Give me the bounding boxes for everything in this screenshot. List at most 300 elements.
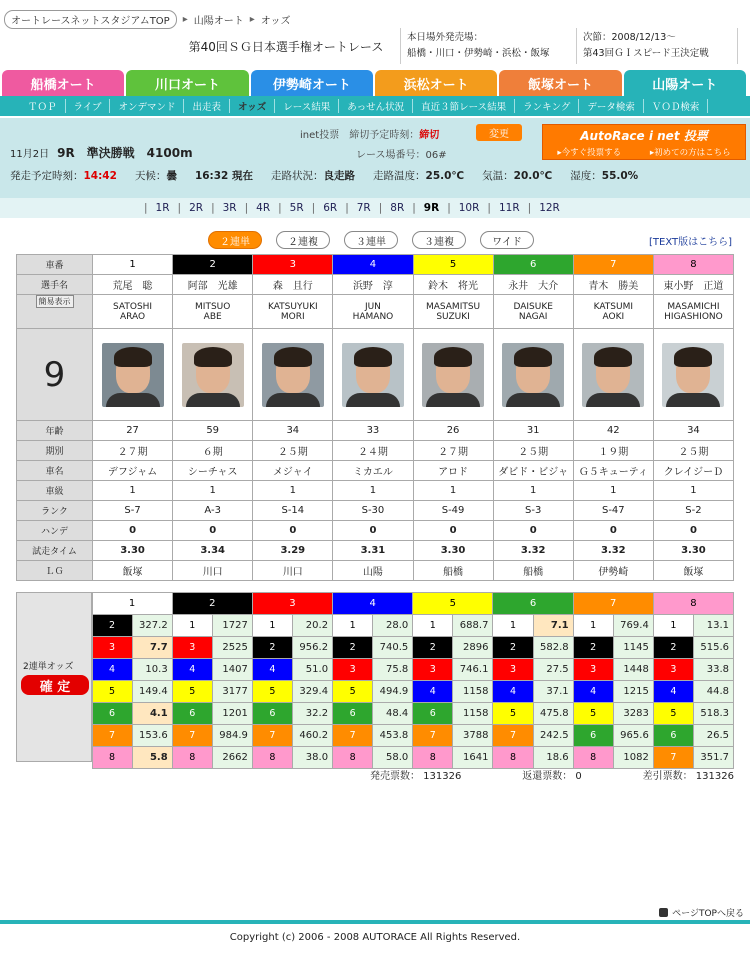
odds-value: 460.2	[292, 725, 332, 747]
odds-value: 1201	[212, 703, 252, 725]
sold-count: 発売票数： 131326	[370, 771, 462, 782]
odds-value: 518.3	[693, 703, 733, 725]
racer-trial-cell: 3.30	[93, 541, 173, 561]
racer-no-cell: 3	[253, 255, 333, 275]
racer-lg-cell: 川口	[173, 561, 253, 581]
racer-car-cell: ミカエル	[333, 461, 413, 481]
racer-lg-cell: 伊勢崎	[573, 561, 653, 581]
odds-second-car: 6	[172, 703, 212, 725]
breadcrumb-arrow-icon: ▸	[182, 13, 188, 25]
change-button[interactable]: 変更	[476, 124, 522, 141]
racer-no-cell: 4	[333, 255, 413, 275]
racer-cls-cell: 1	[253, 481, 333, 501]
subnav-item[interactable]: ＶＯＤ検索	[644, 99, 709, 113]
odds-second-car: 1	[653, 615, 693, 637]
racer-rank-cell: S-2	[653, 501, 733, 521]
odds-value: 75.8	[373, 659, 413, 681]
odds-first-car-header: 7	[573, 593, 653, 615]
racer-age-cell: 27	[93, 421, 173, 441]
racer-rank-cell: S-14	[253, 501, 333, 521]
breadcrumb-venue-link[interactable]: 山陽オート	[193, 15, 244, 27]
race-nav-separator: |	[412, 202, 416, 214]
racer-romaji-cell	[173, 295, 253, 329]
track-temp-label: 走路温度：	[373, 170, 426, 182]
racer-name-cell: 青木 勝美	[573, 275, 653, 295]
odds-value: 149.4	[132, 681, 172, 703]
race-nav-item[interactable]: 10R	[458, 202, 480, 214]
odds-second-car: 8	[493, 747, 533, 769]
odds-second-car: 2	[413, 637, 453, 659]
race-nav-separator: |	[311, 202, 316, 214]
odds-second-car: 5	[573, 703, 613, 725]
odds-value: 1215	[613, 681, 653, 703]
racer-row-name	[17, 275, 734, 295]
odds-spacer	[16, 681, 92, 703]
venue-tab[interactable]: 川口オート	[126, 70, 248, 96]
photo-body	[506, 393, 560, 407]
racer-row-age	[17, 421, 734, 441]
odds-value: 746.1	[453, 659, 493, 681]
racer-age-cell: 34	[253, 421, 333, 441]
inet-deadline-label: inet投票 締切予定時刻：	[300, 130, 420, 141]
odds-second-car: 3	[413, 659, 453, 681]
racer-romaji-cell	[333, 295, 413, 329]
odds-row	[16, 615, 734, 637]
racer-no-cell: 6	[493, 255, 573, 275]
odds-value: 956.2	[292, 637, 332, 659]
odds-second-car: 4	[92, 659, 132, 681]
odds-second-car: 7	[493, 725, 533, 747]
odds-value: 327.2	[132, 615, 172, 637]
racer-age-cell: 59	[173, 421, 253, 441]
odds-value: 515.6	[693, 637, 733, 659]
racer-age-cell: 34	[653, 421, 733, 441]
odds-spacer	[16, 747, 92, 769]
odds-tab[interactable]: ２連複	[276, 231, 330, 249]
racer-cls-cell: 1	[333, 481, 413, 501]
odds-value: 582.8	[533, 637, 573, 659]
racer-age-cell: 42	[573, 421, 653, 441]
odds-second-car: 5	[333, 681, 373, 703]
odds-value: 1158	[453, 703, 493, 725]
venue-tab[interactable]: 飯塚オート	[499, 70, 621, 96]
odds-tab[interactable]: ２連単	[208, 231, 262, 249]
racer-lg-cell: 飯塚	[93, 561, 173, 581]
racer-romaji-cell	[253, 295, 333, 329]
air-temp: 20.0℃	[513, 170, 553, 182]
odds-value: 10.3	[132, 659, 172, 681]
copyright: Copyright (c) 2006 - 2008 AUTORACE All Rights Reserved.	[229, 932, 521, 943]
odds-header-row	[16, 593, 734, 615]
racer-romaji-cell	[573, 295, 653, 329]
odds-second-car: 7	[92, 725, 132, 747]
odds-row	[16, 681, 734, 703]
racer-age-cell: 26	[413, 421, 493, 441]
race-nav-separator: |	[144, 202, 148, 214]
racer-hc-cell: 0	[573, 521, 653, 541]
row-label: ハンデ	[17, 521, 93, 541]
display-mode-select[interactable]: 簡易表示	[36, 295, 74, 308]
racer-photo[interactable]	[102, 343, 164, 407]
racer-photo[interactable]	[502, 343, 564, 407]
racer-photo[interactable]	[262, 343, 324, 407]
racer-romaji-first: JUN	[364, 301, 381, 312]
racer-term-cell: ２４期	[333, 441, 413, 461]
breadcrumb-top-link[interactable]: オートレースネットスタジアムTOP	[4, 10, 177, 29]
odds-second-car: 4	[413, 681, 453, 703]
race-nav-separator: |	[278, 202, 282, 214]
start-time: 14:42	[83, 170, 117, 182]
refund-count: 返還票数： 0	[522, 771, 582, 782]
subnav-item[interactable]: ＴＯＰ	[20, 99, 66, 113]
odds-spacer	[16, 703, 92, 725]
racer-romaji-first: MASAMICHI	[667, 301, 720, 312]
odds-spacer	[16, 659, 92, 681]
racer-photo[interactable]	[182, 343, 244, 407]
racer-trial-cell: 3.31	[333, 541, 413, 561]
racer-photo[interactable]	[342, 343, 404, 407]
subnav-item[interactable]: 直近３節レース結果	[413, 99, 515, 113]
racer-term-cell: ２５期	[493, 441, 573, 461]
racer-photo[interactable]	[422, 343, 484, 407]
vote-now-link[interactable]: ▸今すぐ投票する	[557, 148, 622, 158]
venue-tab[interactable]: 山陽オート	[624, 70, 746, 96]
racer-photo[interactable]	[662, 343, 724, 407]
odds-value: 329.4	[292, 681, 332, 703]
racer-romaji-last: ARAO	[119, 311, 146, 322]
racer-hc-cell: 0	[493, 521, 573, 541]
up-arrow-icon	[659, 908, 668, 917]
odds-second-car: 7	[413, 725, 453, 747]
event-title: 第40回ＳＧ日本選手権オートレース	[188, 39, 384, 54]
odds-tab[interactable]: ワイド	[480, 231, 534, 249]
odds-second-car: 1	[252, 615, 292, 637]
racer-row-term	[17, 441, 734, 461]
racer-cls-cell: 1	[173, 481, 253, 501]
odds-tab[interactable]: ３連複	[412, 231, 466, 249]
odds-second-car: 8	[413, 747, 453, 769]
venue-tabs	[2, 70, 748, 96]
racer-age-cell: 33	[333, 421, 413, 441]
odds-second-car: 8	[172, 747, 212, 769]
venue-tab[interactable]: 船橋オート	[2, 70, 124, 96]
racer-romaji-last: SUZUKI	[436, 311, 470, 322]
racer-romaji-last: MORI	[280, 311, 305, 322]
racer-no-cell: 8	[653, 255, 733, 275]
subnav-item[interactable]: データ検索	[579, 99, 644, 113]
odds-second-car: 1	[172, 615, 212, 637]
race-nav-separator: |	[447, 202, 451, 214]
subnav-item[interactable]: ランキング	[515, 99, 579, 113]
odds-spacer	[16, 593, 92, 615]
odds-second-car: 3	[92, 637, 132, 659]
odds-second-car: 4	[573, 681, 613, 703]
odds-value: 494.9	[373, 681, 413, 703]
racer-name-cell: 東小野 正道	[653, 275, 733, 295]
photo-hair	[674, 347, 712, 367]
odds-value: 2662	[212, 747, 252, 769]
racer-photo-cell	[173, 329, 253, 421]
row-label: ランク	[17, 501, 93, 521]
photo-body	[106, 393, 160, 407]
odds-value: 28.0	[373, 615, 413, 637]
racer-romaji-last: AOKI	[602, 311, 625, 322]
odds-second-car: 6	[333, 703, 373, 725]
race-conditions	[10, 168, 638, 183]
odds-second-car: 7	[252, 725, 292, 747]
first-time-link[interactable]: ▸初めての方はこちら	[649, 148, 731, 158]
inet-deadline	[300, 126, 439, 141]
odds-value: 1641	[453, 747, 493, 769]
racer-row-hc	[17, 521, 734, 541]
odds-value: 688.7	[453, 615, 493, 637]
race-nav-item[interactable]: 6R	[323, 202, 338, 214]
subnav-item[interactable]: 出走表	[184, 99, 230, 113]
racer-photo-cell	[413, 329, 493, 421]
subnav-item[interactable]: レース結果	[275, 99, 339, 113]
inet-vote-banner[interactable]	[542, 124, 746, 160]
racer-table	[16, 254, 734, 581]
odds-value: 1158	[453, 681, 493, 703]
race-nav-separator: |	[527, 202, 532, 214]
odds-second-car: 1	[573, 615, 613, 637]
racer-trial-cell: 3.30	[413, 541, 493, 561]
odds-second-car: 6	[573, 725, 613, 747]
racer-hc-cell: 0	[413, 521, 493, 541]
racer-trial-cell: 3.34	[173, 541, 253, 561]
venue-tab[interactable]: 浜松オート	[375, 70, 497, 96]
subnav-item[interactable]: オンデマンド	[110, 99, 184, 113]
racer-romaji-cell	[413, 295, 493, 329]
racer-romaji-cell	[493, 295, 573, 329]
racer-row-cls	[17, 481, 734, 501]
odds-value: 740.5	[373, 637, 413, 659]
racer-hc-cell: 0	[253, 521, 333, 541]
confirmed-badge: 確 定	[21, 675, 89, 695]
racer-hc-cell: 0	[173, 521, 253, 541]
racer-photo-cell	[253, 329, 333, 421]
photo-hair	[594, 347, 632, 367]
odds-second-car: 7	[172, 725, 212, 747]
racer-romaji-first: KATSUYUKI	[267, 301, 318, 312]
racer-row-trial	[17, 541, 734, 561]
odds-second-car: 4	[252, 659, 292, 681]
odds-second-car: 2	[92, 615, 132, 637]
racer-photo[interactable]	[582, 343, 644, 407]
racer-photo-cell	[333, 329, 413, 421]
racer-hc-cell: 0	[333, 521, 413, 541]
racer-romaji-first: DAISUKE	[513, 301, 553, 312]
odds-value: 2896	[453, 637, 493, 659]
race-nav-item[interactable]: 4R	[256, 202, 271, 214]
racer-rank-cell: S-47	[573, 501, 653, 521]
odds-first-car-header: 8	[653, 593, 733, 615]
odds-value: 7.1	[533, 615, 573, 637]
lane-number: レース場番号：06#	[356, 150, 447, 161]
odds-value: 1727	[212, 615, 252, 637]
odds-spacer	[16, 615, 92, 637]
race-nav-item[interactable]: 2R	[189, 202, 204, 214]
racer-trial-cell: 3.32	[493, 541, 573, 561]
odds-second-car: 7	[653, 747, 693, 769]
sub-navigation	[0, 96, 750, 116]
photo-hair	[194, 347, 232, 367]
racer-lg-cell: 山陽	[333, 561, 413, 581]
race-nav-item[interactable]: 5R	[289, 202, 304, 214]
racer-cls-cell: 1	[653, 481, 733, 501]
racer-row-photo	[17, 329, 734, 421]
odds-type-label: 2連単オッズ	[23, 662, 74, 672]
race-info-panel	[0, 118, 750, 198]
odds-value: 984.9	[212, 725, 252, 747]
odds-value: 18.6	[533, 747, 573, 769]
race-nav-item[interactable]: 1R	[155, 202, 170, 214]
odds-first-car-header: 6	[493, 593, 573, 615]
race-date: 11月2日	[10, 149, 50, 160]
odds-second-car: 5	[92, 681, 132, 703]
racer-no-cell: 7	[573, 255, 653, 275]
odds-second-car: 8	[92, 747, 132, 769]
odds-value: 4.1	[132, 703, 172, 725]
exacta-odds-table	[16, 592, 734, 769]
race-number-cell: 9	[17, 329, 93, 421]
odds-value: 7.7	[132, 637, 172, 659]
odds-first-car-header: 5	[413, 593, 493, 615]
racer-name-cell: 永井 大介	[493, 275, 573, 295]
odds-value: 48.4	[373, 703, 413, 725]
odds-value: 351.7	[693, 747, 733, 769]
odds-first-car-header: 1	[92, 593, 172, 615]
racer-romaji-last: ABE	[203, 311, 222, 322]
odds-value: 3283	[613, 703, 653, 725]
race-nav-item[interactable]: 9R	[423, 202, 440, 214]
ticket-totals	[370, 767, 734, 782]
row-label: 車級	[17, 481, 93, 501]
photo-body	[586, 393, 640, 407]
breadcrumb	[4, 10, 290, 28]
racer-rank-cell: S-7	[93, 501, 173, 521]
racer-romaji-last: HAMANO	[352, 311, 394, 322]
photo-body	[666, 393, 720, 407]
odds-second-car: 3	[653, 659, 693, 681]
racer-car-cell: ダビド・ビジャ	[493, 461, 573, 481]
odds-second-car: 3	[493, 659, 533, 681]
breadcrumb-arrow-icon: ▸	[249, 13, 255, 25]
racer-car-cell: シーチャス	[173, 461, 253, 481]
racer-hc-cell: 0	[653, 521, 733, 541]
odds-tab[interactable]: ３連単	[344, 231, 398, 249]
racer-name-cell: 浜野 淳	[333, 275, 413, 295]
start-time-label: 発走予定時刻：	[10, 170, 84, 182]
odds-second-car: 4	[653, 681, 693, 703]
photo-hair	[114, 347, 152, 367]
row-label: 年齢	[17, 421, 93, 441]
racer-term-cell: ６期	[173, 441, 253, 461]
photo-hair	[354, 347, 392, 367]
odds-second-car: 5	[653, 703, 693, 725]
racer-car-cell: アロド	[413, 461, 493, 481]
racer-no-cell: 5	[413, 255, 493, 275]
race-title	[10, 144, 193, 161]
odds-value: 13.1	[693, 615, 733, 637]
subnav-item[interactable]: ライブ	[66, 99, 111, 113]
race-nav-separator: |	[244, 202, 249, 214]
odds-value: 3788	[453, 725, 493, 747]
odds-value: 33.8	[693, 659, 733, 681]
odds-first-car-header: 3	[252, 593, 332, 615]
subnav-item[interactable]: あっせん状況	[339, 99, 413, 113]
odds-second-car: 6	[653, 725, 693, 747]
odds-value: 51.0	[292, 659, 332, 681]
subnav-item[interactable]: オッズ	[230, 99, 275, 113]
odds-value: 44.8	[693, 681, 733, 703]
odds-second-car: 2	[573, 637, 613, 659]
odds-row	[16, 637, 734, 659]
racer-car-cell: クレイジーＤ	[653, 461, 733, 481]
racer-romaji-last: NAGAI	[518, 311, 548, 322]
racer-name-cell: 鈴木 将光	[413, 275, 493, 295]
racer-row-no	[17, 255, 734, 275]
odds-second-car: 6	[413, 703, 453, 725]
racer-romaji-cell	[653, 295, 733, 329]
page-top-link[interactable]	[659, 906, 744, 919]
racer-romaji-first: MITSUO	[195, 301, 231, 312]
venue-tab[interactable]: 伊勢崎オート	[251, 70, 373, 96]
odds-second-car: 3	[333, 659, 373, 681]
odds-value: 38.0	[292, 747, 332, 769]
racer-row-romaji	[17, 295, 734, 329]
odds-value: 475.8	[533, 703, 573, 725]
humidity: 55.0%	[601, 170, 639, 182]
racer-photo-cell	[93, 329, 173, 421]
odds-second-car: 3	[172, 637, 212, 659]
racer-cls-cell: 1	[93, 481, 173, 501]
odds-value: 1145	[613, 637, 653, 659]
text-version-link[interactable]: [TEXT版はこちら]	[648, 237, 732, 248]
racer-photo-cell	[493, 329, 573, 421]
odds-spacer	[16, 725, 92, 747]
racer-trial-cell: 3.29	[253, 541, 333, 561]
row-label: 車番	[17, 255, 93, 275]
odds-second-car: 8	[573, 747, 613, 769]
race-nav-item[interactable]: 7R	[356, 202, 371, 214]
race-nav-item[interactable]: 12R	[539, 202, 560, 214]
racer-rank-cell: S-30	[333, 501, 413, 521]
next-event-box	[576, 28, 738, 64]
race-nav-item[interactable]: 8R	[390, 202, 405, 214]
racer-row-car	[17, 461, 734, 481]
photo-body	[426, 393, 480, 407]
racer-car-cell: Ｇ５キューティ	[573, 461, 653, 481]
odds-value: 1448	[613, 659, 653, 681]
race-nav-separator: |	[487, 202, 491, 214]
race-name: 9R 準決勝戦 4100m	[57, 146, 193, 160]
racer-term-cell: ２５期	[653, 441, 733, 461]
race-nav-item[interactable]: 3R	[222, 202, 237, 214]
inet-banner-title: AutoRace i net 投票	[580, 129, 708, 143]
odds-second-car: 3	[573, 659, 613, 681]
racer-cls-cell: 1	[413, 481, 493, 501]
race-nav-item[interactable]: 11R	[498, 202, 520, 214]
racer-lg-cell: 川口	[253, 561, 333, 581]
odds-value: 5.8	[132, 747, 172, 769]
race-nav-separator: |	[177, 202, 182, 214]
page-top-label: ページTOPへ戻る	[672, 909, 744, 919]
racer-cls-cell: 1	[573, 481, 653, 501]
odds-second-car: 8	[333, 747, 373, 769]
racer-cls-cell: 1	[493, 481, 573, 501]
race-number-nav	[0, 198, 750, 218]
